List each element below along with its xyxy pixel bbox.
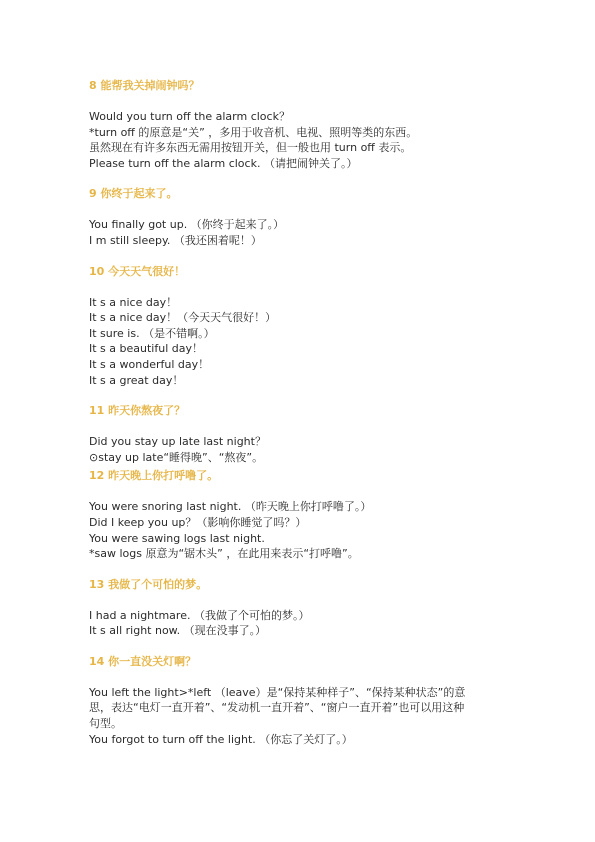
note: *turn off 的原意是“关” ，多用于收音机、电视、照明等类的东西。 [89,125,418,139]
sentence: Please turn off the alarm clock. （请把闹钟关了。） [89,156,358,170]
sentence: You forgot to turn off the light. （你忘了关灯了。） [89,732,353,746]
note: ⊙stay up late“睡得晚”、“熬夜”。 [89,450,264,464]
sentence: You finally got up. （你终于起来了。） [89,218,285,232]
note: 句型。 [89,717,122,731]
document-body [89,78,519,747]
sentence: You were sawing logs last night. [89,531,265,545]
sentence: You were snoring last night. （昨天晚上你打呼噜了。） [89,500,372,514]
section-heading-12: 12 昨天晚上你打呼噜了。 [89,469,219,483]
sentence: It s a nice day！（今天天气很好！） [89,311,277,325]
sentence: I m still sleepy. （我还困着呢！） [89,233,262,247]
sentence: Did I keep you up？（影响你睡觉了吗？） [89,515,307,529]
sentence: It s a beautiful day！ [89,342,203,356]
section-heading-11: 11 昨天你熬夜了？ [89,404,186,418]
sentence: It s a nice day！ [89,295,178,309]
sentence: You left the light>*left （leave）是“保持某种样子”、“保持某种状态”的意 [89,685,466,699]
note: *saw logs 原意为“锯木头” ，在此用来表示“打呼噜”。 [89,547,359,561]
sentence: Did you stay up late last night？ [89,435,266,449]
sentence: It s all right now. （现在没事了。） [89,624,267,638]
sentence: It sure is. （是不错啊。） [89,326,215,340]
sentence: I had a nightmare. （我做了个可怕的梦。） [89,608,310,622]
section-heading-10: 10 今天天气很好！ [89,264,186,278]
note: 虽然现在有许多东西无需用按钮开关，但一般也用 turn off 表示。 [89,141,412,155]
sentence: It s a wonderful day！ [89,357,210,371]
section-heading-13: 13 我做了个可怕的梦。 [89,577,208,591]
sentence: Would you turn off the alarm clock？ [89,110,290,123]
section-heading-8: 8 能帮我关掉闹钟吗？ [89,79,200,92]
section-heading-9: 9 你终于起来了。 [89,187,178,201]
sentence: It s a great day！ [89,373,184,387]
note: 思，表达“电灯一直开着”、“发动机一直开着”、“窗户一直开着”也可以用这种 [89,701,465,715]
section-heading-14: 14 你一直没关灯啊？ [89,654,197,668]
